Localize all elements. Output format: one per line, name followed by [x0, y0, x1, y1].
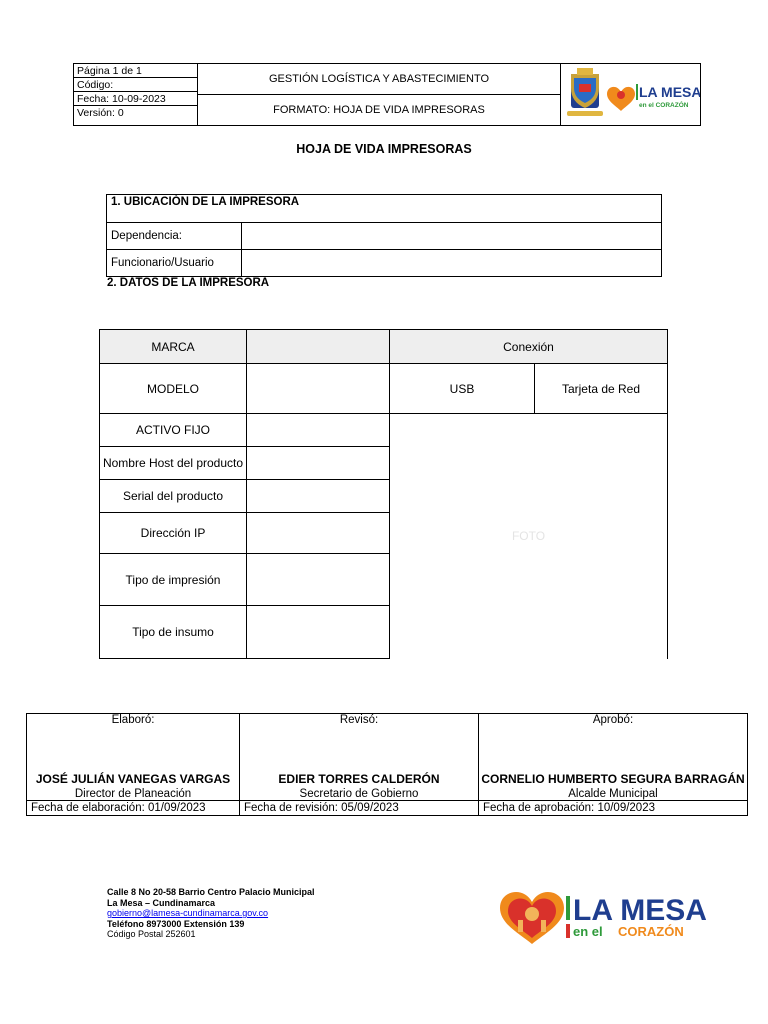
tarjeta-red-option[interactable]: Tarjeta de Red — [535, 364, 668, 414]
document-header — [73, 63, 701, 126]
aprobo-role: Alcalde Municipal — [568, 788, 658, 800]
header-logo-brand: LA MESA — [639, 84, 700, 100]
printer-data-table — [99, 329, 668, 659]
ip-label: Dirección IP — [100, 513, 247, 554]
footer-logo-tag-2: CORAZÓN — [618, 924, 684, 939]
elaboro-name: JOSÉ JULIÁN VANEGAS VARGAS — [35, 772, 231, 786]
section1-heading: 1. UBICACIÓN DE LA IMPRESORA — [107, 195, 662, 223]
host-field[interactable] — [247, 447, 390, 480]
footer-contact — [107, 887, 315, 940]
usb-option[interactable]: USB — [390, 364, 535, 414]
reviso-cell — [240, 714, 479, 801]
aprobo-date: Fecha de aprobación: 10/09/2023 — [479, 801, 748, 816]
logo-bar — [566, 896, 570, 920]
page-title: HOJA DE VIDA IMPRESORAS — [296, 142, 472, 156]
reviso-role: Secretario de Gobierno — [299, 788, 419, 800]
funcionario-field[interactable] — [242, 250, 662, 277]
document-version: Versión: 0 — [77, 107, 124, 119]
header-logo-tag: en el CORAZÓN — [639, 102, 689, 109]
dependencia-field[interactable] — [242, 223, 662, 250]
ip-field[interactable] — [247, 513, 390, 554]
reviso-label: Revisó: — [339, 714, 379, 726]
elaboro-date: Fecha de elaboración: 01/09/2023 — [27, 801, 240, 816]
modelo-field[interactable] — [247, 364, 390, 414]
footer-address: Calle 8 No 20-58 Barrio Centro Palacio Municipal — [107, 887, 315, 897]
tipo-impresion-field[interactable] — [247, 554, 390, 606]
header-meta — [74, 64, 198, 125]
footer-logo-brand: LA MESA — [573, 894, 707, 927]
format-name: FORMATO: HOJA DE VIDA IMPRESORAS — [273, 104, 485, 116]
footer-city: La Mesa – Cundinamarca — [107, 897, 216, 908]
serial-label: Serial del producto — [100, 480, 247, 513]
process-name: GESTIÓN LOGÍSTICA Y ABASTECIMIENTO — [198, 64, 560, 95]
tipo-insumo-field[interactable] — [247, 606, 390, 659]
funcionario-label: Funcionario/Usuario — [107, 250, 242, 277]
document-date: Fecha: 10-09-2023 — [74, 92, 197, 106]
elaboro-cell — [27, 714, 240, 801]
activo-fijo-field[interactable] — [247, 414, 390, 447]
header-logo-graphics — [561, 64, 700, 125]
page-number: Página 1 de 1 — [74, 64, 197, 78]
header-titles — [198, 64, 561, 125]
footer-logo-tag-1: en el — [573, 924, 603, 939]
footer-logo — [498, 884, 708, 948]
document-code: Código: — [74, 78, 197, 92]
aprobo-label: Aprobó: — [592, 714, 634, 726]
serial-field[interactable] — [247, 480, 390, 513]
conexion-label: Conexión — [390, 330, 668, 364]
aprobo-cell — [479, 714, 748, 801]
heart-logo-icon — [607, 87, 635, 111]
reviso-date: Fecha de revisión: 05/09/2023 — [240, 801, 479, 816]
signature-table — [26, 713, 748, 816]
modelo-label: MODELO — [100, 364, 247, 414]
footer-postal: Código Postal 252601 — [107, 929, 196, 939]
elaboro-role: Director de Planeación — [74, 788, 192, 800]
coat-of-arms-icon — [567, 68, 603, 116]
section2-heading: 2. DATOS DE LA IMPRESORA — [107, 277, 270, 289]
footer-email-link[interactable]: gobierno@lamesa-cundinamarca.gov.co — [107, 908, 269, 918]
reviso-name: EDIER TORRES CALDERÓN — [278, 772, 440, 786]
tipo-insumo-label: Tipo de insumo — [100, 606, 247, 659]
aprobo-name: CORNELIO HUMBERTO SEGURA BARRAGÁN — [481, 772, 745, 786]
tipo-impresion-label: Tipo de impresión — [100, 554, 247, 606]
activo-fijo-label: ACTIVO FIJO — [100, 414, 247, 447]
photo-area — [390, 414, 668, 659]
footer-phone: Teléfono 8973000 Extensión 139 — [107, 918, 245, 929]
elaboro-label: Elaboró: — [111, 714, 155, 726]
photo-placeholder: FOTO — [511, 529, 546, 544]
marca-field[interactable] — [247, 330, 390, 364]
dependencia-label: Dependencia: — [107, 223, 242, 250]
heart-logo-icon — [500, 892, 564, 944]
location-table — [106, 194, 662, 277]
header-logos — [561, 64, 700, 125]
host-label: Nombre Host del producto — [100, 447, 247, 480]
marca-label: MARCA — [100, 330, 247, 364]
